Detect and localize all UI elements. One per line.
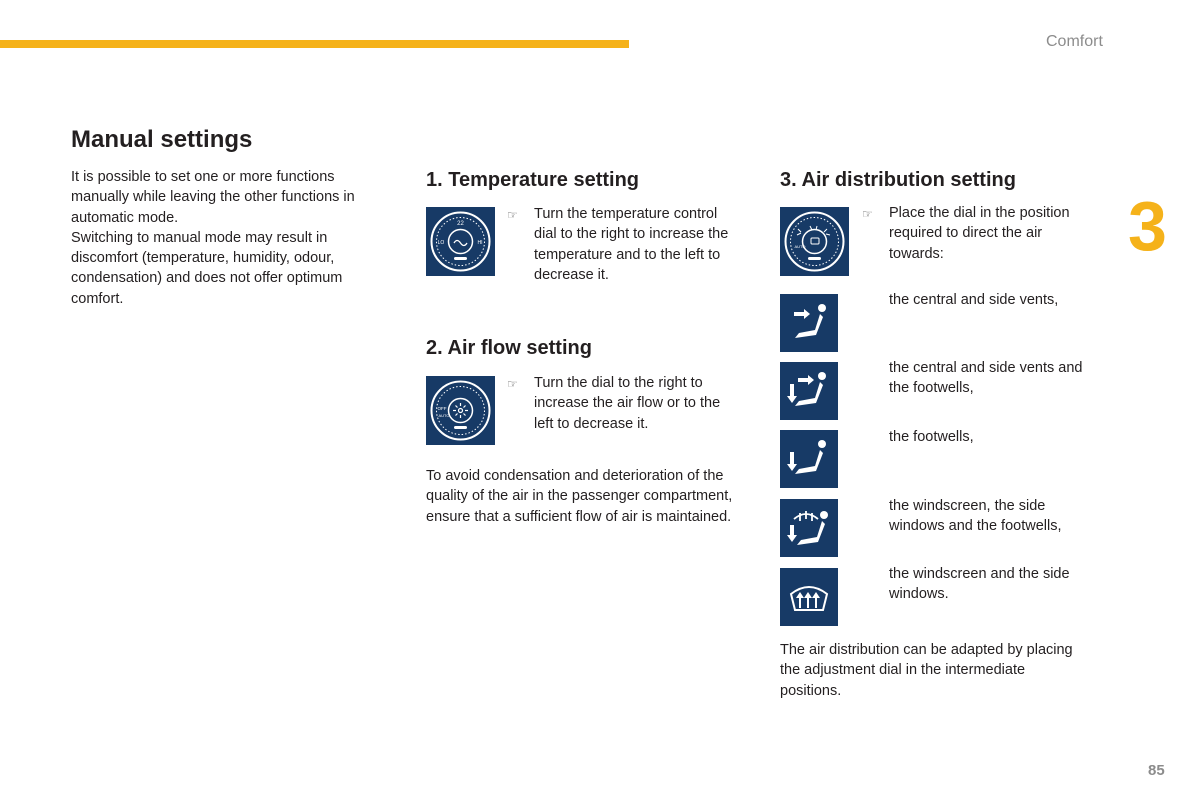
windscreen-defrost-icon xyxy=(780,568,838,626)
svg-text:HI: HI xyxy=(477,240,483,246)
windscreen-defrost-label: the windscreen and the side windows. xyxy=(889,566,1070,603)
bullet-icon: ☞ xyxy=(507,208,518,222)
accent-bar xyxy=(0,40,629,48)
section-label: Comfort xyxy=(1046,33,1103,50)
air-flow-note: To avoid condensation and deterioration of the quality of the air in the passenger compartment, ensure that a sufficient flow of air is maintained. xyxy=(426,468,733,525)
vents-footwells-label: the central and side vents and the footwells, xyxy=(889,360,1083,397)
svg-text:22: 22 xyxy=(457,221,464,227)
bullet-icon: ☞ xyxy=(862,207,873,221)
windscreen-footwells-icon xyxy=(780,499,838,557)
bullet-icon: ☞ xyxy=(507,377,518,391)
air-distribution-instruction: Place the dial in the position required to direct the air towards: xyxy=(889,205,1070,262)
intro-paragraph: It is possible to set one or more functions manually while leaving the other functions in automatic mode. Switching to manual mode may result in discomfort (temperature, humidity, odour, condensation) and does not offer optimum comfort. xyxy=(71,169,355,307)
footwells-icon xyxy=(780,430,838,488)
chapter-number: 3 xyxy=(1128,187,1167,265)
air-flow-instruction: Turn the dial to the right to increase the air flow or to the left to decrease it. xyxy=(534,375,721,432)
air-distribution-dial-icon xyxy=(780,207,849,276)
svg-text:OFF: OFF xyxy=(437,406,447,411)
temperature-dial-icon xyxy=(426,207,495,276)
temperature-instruction: Turn the temperature control dial to the right to increase the temperature and to the left to decrease it. xyxy=(534,206,729,283)
air-distribution-heading: 3. Air distribution setting xyxy=(780,169,1016,191)
page-number: 85 xyxy=(1148,762,1165,779)
vents-label: the central and side vents, xyxy=(889,292,1059,308)
svg-text:AUTO: AUTO xyxy=(794,244,806,249)
vents-footwells-icon xyxy=(780,362,838,420)
svg-text:LO: LO xyxy=(437,240,445,246)
air-flow-dial-icon xyxy=(426,376,495,445)
air-flow-heading: 2. Air flow setting xyxy=(426,337,592,359)
temperature-heading: 1. Temperature setting xyxy=(426,169,640,191)
air-distribution-note: The air distribution can be adapted by placing the adjustment dial in the intermediate positions. xyxy=(780,642,1073,699)
page-title: Manual settings xyxy=(71,126,253,153)
vents-icon xyxy=(780,294,838,352)
windscreen-footwells-label: the windscreen, the side windows and the footwells, xyxy=(889,498,1062,535)
footwells-label: the footwells, xyxy=(889,429,974,445)
svg-text:AUTO: AUTO xyxy=(438,413,450,418)
